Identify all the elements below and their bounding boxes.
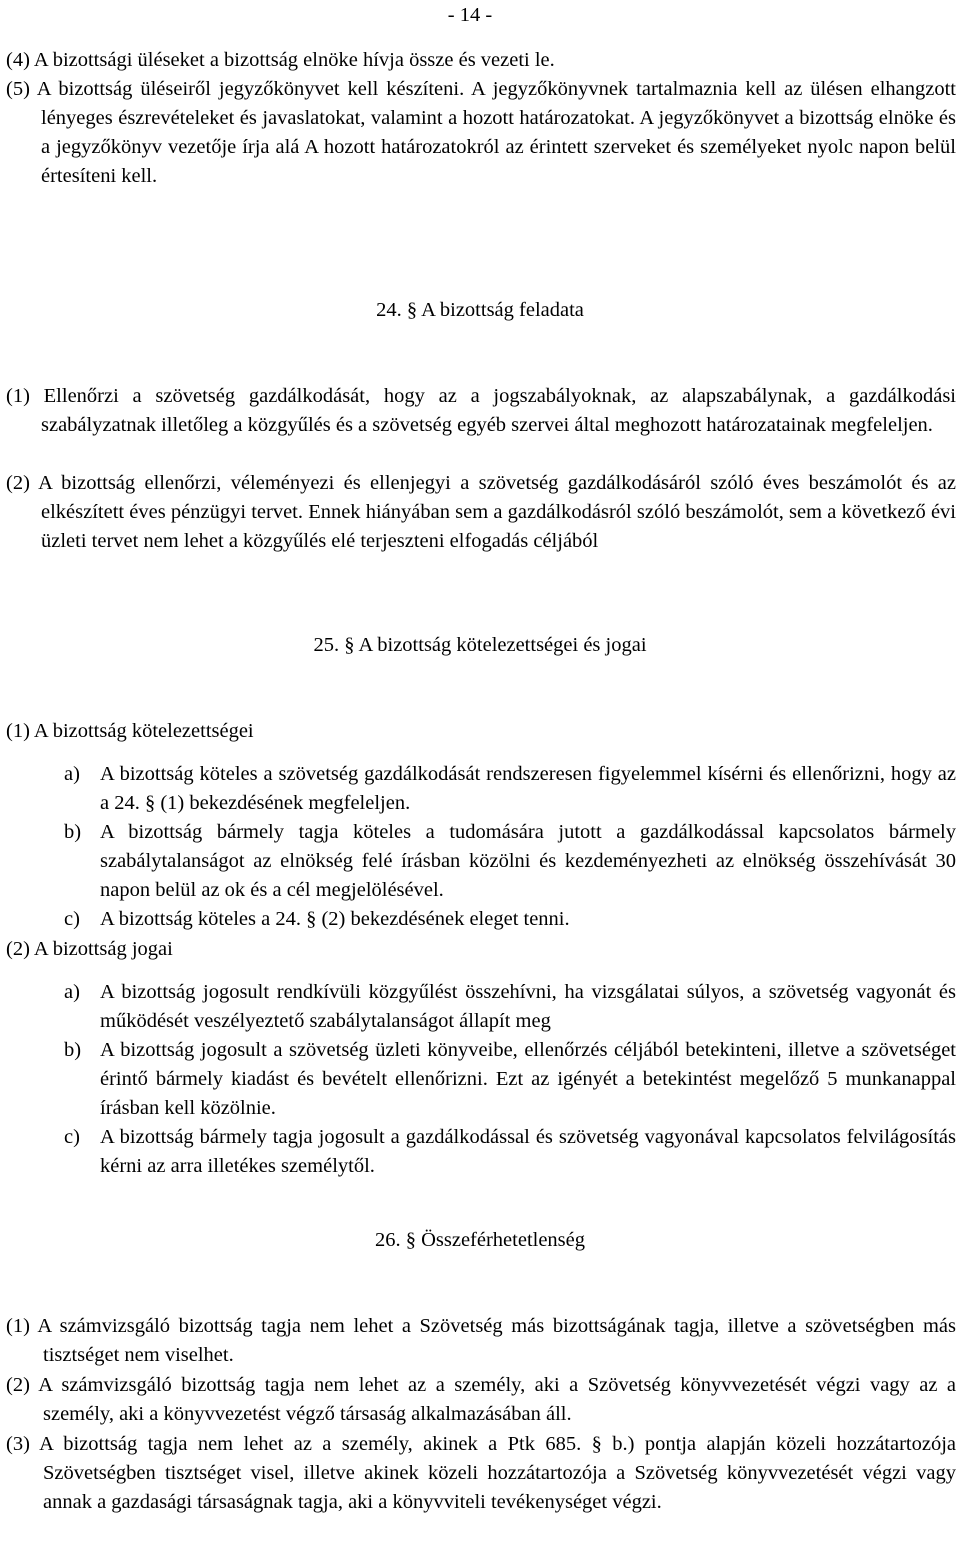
section-24-heading: 24. § A bizottság feladata xyxy=(376,299,584,321)
list-item: c) A bizottság bármely tagja jogosult a gazdálkodással és szövetség vagyonával kapcsolatos felvilágosítás kérni az arra illetékes személytől. xyxy=(64,1126,956,1177)
section-26-paragraph-2: (2) A számvizsgáló bizottság tagja nem lehet az a személy, aki a Szövetség könyvvezetését végzi vagy az a személy, aki a könyvvezetést végző társaság alkalmazásában áll. xyxy=(6,1374,956,1425)
list-item: b) A bizottság jogosult a szövetség üzleti könyveibe, ellenőrzés céljából betekinteni, illetve a szövetséget érintő bármely kiadást és bevételt ellenőrizni. Ezt az igényét a betekintést megelőző 5 munkanappal írásban kell közölnie. xyxy=(64,1039,956,1119)
page-number: - 14 - xyxy=(447,4,493,26)
rights-list xyxy=(64,978,956,1181)
paragraph-5: (5) A bizottság üléseiről jegyzőkönyvet kell készíteni. A jegyzőkönyvnek tartalmaznia kell az ülésen elhangzott lényeges észrevételeket és javaslatokat, valamint a hozott határozatokat. A jegyzőkönyvet a bizottság elnöke és a jegyzőkönyv vezetője írja alá A hozott határozatokról az érintett szerveket és személyeket nyolc napon belül értesíteni kell. xyxy=(6,78,956,187)
list-item: a) A bizottság jogosult rendkívüli közgyűlést összehívni, ha vizsgálatai súlyos, a szövetség vagyonát és működését veszélyeztető szabálytalanságot állapít meg xyxy=(64,981,956,1032)
list-item: b) A bizottság bármely tagja köteles a tudomására jutott a gazdálkodással kapcsolatos bármely szabálytalanságot az elnökség felé írásban közölni és kezdeményezheti az elnökség összehívását 30 napon belül az ok és a cél megjelölésével. xyxy=(64,821,956,901)
section-26-paragraph-3: (3) A bizottság tagja nem lehet az a személy, akinek a Ptk 685. § b.) pontja alapján közeli hozzátartozója Szövetségben tisztséget visel, illetve akinek közeli hozzátartozója a Szövetség könyvvezetését végzi vagy annak a gazdasági társaságnak tagja, aki a könyvviteli tevékenységet végzi. xyxy=(6,1433,956,1513)
paragraph-4: (4) A bizottsági üléseket a bizottság elnöke hívja össze és vezeti le. xyxy=(6,49,555,71)
section-24-paragraph-1: (1) Ellenőrzi a szövetség gazdálkodását, hogy az a jogszabályoknak, az alapszabálynak, a gazdálkodási szabályzatnak illetőleg a közgyűlés és a szövetség egyéb szervei által meghozott határozatainak megfeleljen. xyxy=(6,385,956,436)
obligations-heading: (1) A bizottság kötelezettségei xyxy=(6,720,254,742)
section-25-heading: 25. § A bizottság kötelezettségei és jogai xyxy=(313,634,647,656)
list-item: a) A bizottság köteles a szövetség gazdálkodását rendszeresen figyelemmel kísérni és ellenőrizni, hogy az a 24. § (1) bekezdésének megfeleljen. xyxy=(64,763,956,814)
list-item: c) A bizottság köteles a 24. § (2) bekezdésének eleget tenni. xyxy=(64,908,570,930)
section-26-heading: 26. § Összeférhetetlenség xyxy=(374,1229,586,1251)
section-24-paragraph-2: (2) A bizottság ellenőrzi, véleményezi és ellenjegyi a szövetség gazdálkodásáról szóló éves beszámolót és az elkészített éves pénzügyi tervet. Ennek hiányában sem a gazdálkodásról szóló beszámolót, sem a következő évi üzleti tervet nem lehet a közgyűlés elé terjeszteni elfogadás céljából xyxy=(6,472,956,552)
obligations-list xyxy=(64,760,956,934)
section-26-paragraph-1: (1) A számvizsgáló bizottság tagja nem lehet a Szövetség más bizottságának tagja, illetve a szövetségben más tisztséget nem viselhet. xyxy=(6,1315,956,1366)
rights-heading: (2) A bizottság jogai xyxy=(6,938,173,960)
